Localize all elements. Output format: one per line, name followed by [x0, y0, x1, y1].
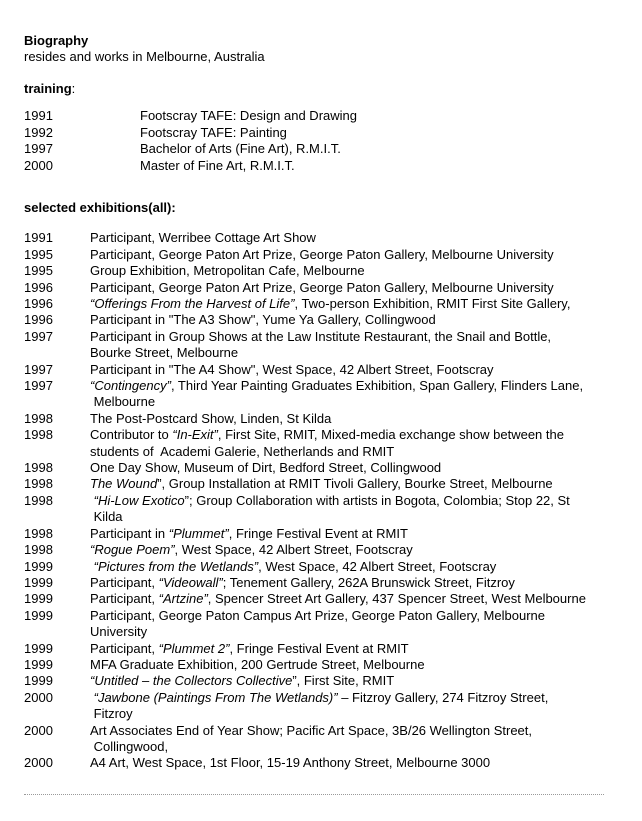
- exhibition-desc: [90, 723, 642, 756]
- exhibition-row: [24, 673, 642, 689]
- exhibition-title-italic: “Untitled – the Collectors Collective: [90, 673, 293, 689]
- exhibition-desc: [90, 280, 642, 296]
- exhibition-desc: [90, 575, 642, 591]
- exhibition-year: 1999: [24, 558, 53, 574]
- exhibitions-heading: selected exhibitions(all):: [24, 200, 176, 216]
- exhibition-year: 1996: [24, 279, 53, 295]
- exhibition-year: 2000: [24, 689, 53, 705]
- training-row: [24, 158, 642, 175]
- exhibition-text: Participant,: [90, 640, 159, 656]
- exhibition-text: Participant,: [90, 574, 159, 590]
- exhibition-row: [24, 559, 642, 575]
- exhibition-text: Participant, George Paton Campus Art Prize, George Paton Gallery, Melbourne University: [90, 607, 545, 640]
- biography-document: [24, 33, 642, 772]
- exhibition-row: [24, 526, 642, 542]
- exhibition-text: Participant in "The A3 Show", Yume Ya Gallery, Collingwood: [90, 312, 436, 328]
- training-row: [24, 141, 642, 158]
- exhibition-text: Group Exhibition, Metropolitan Cafe, Melbourne: [90, 263, 365, 279]
- exhibition-desc: [90, 690, 642, 723]
- training-list: [24, 108, 642, 174]
- training-desc: Bachelor of Arts (Fine Art), R.M.I.T.: [140, 141, 341, 157]
- exhibition-row: [24, 755, 642, 771]
- exhibition-row: [24, 476, 642, 492]
- exhibition-title-italic: “Videowall”: [158, 574, 223, 590]
- exhibition-desc: [90, 230, 642, 246]
- exhibition-year: 1998: [24, 525, 53, 541]
- exhibition-row: [24, 378, 642, 411]
- exhibition-desc: [90, 329, 642, 362]
- exhibition-desc: [90, 673, 642, 689]
- exhibition-text: , Fringe Festival Event at RMIT: [228, 525, 408, 541]
- exhibition-year: 1998: [24, 427, 53, 443]
- exhibition-row: [24, 690, 642, 723]
- exhibition-text: Contributor to: [90, 427, 173, 443]
- training-desc: Footscray TAFE: Design and Drawing: [140, 108, 357, 123]
- exhibition-text: Participant, George Paton Art Prize, George Paton Gallery, Melbourne University: [90, 246, 554, 262]
- cutoff-dots: [24, 794, 604, 795]
- exhibition-year: 1995: [24, 246, 53, 262]
- exhibition-text: Art Associates End of Year Show; Pacific Art Space, 3B/26 Wellington Street, Collingwood,: [90, 722, 533, 754]
- exhibition-text: ”, First Site, RMIT: [292, 673, 395, 689]
- exhibition-year: 1996: [24, 296, 53, 311]
- page-cutoff-line: [24, 791, 604, 797]
- exhibition-text: , Fringe Festival Event at RMIT: [229, 640, 409, 656]
- exhibition-year: 1999: [24, 656, 53, 672]
- exhibition-year: 1991: [24, 230, 53, 246]
- exhibition-row: [24, 542, 642, 558]
- exhibition-text: , Spencer Street Art Gallery, 437 Spencer Street, West Melbourne: [207, 591, 586, 607]
- training-year: 1997: [24, 141, 53, 157]
- exhibition-title-italic: “In-Exit”: [172, 427, 218, 443]
- exhibition-title-italic: “Offerings From the Harvest of Life”: [90, 296, 295, 311]
- training-heading-colon: :: [71, 81, 76, 96]
- exhibition-title-italic: The Wound: [90, 476, 158, 492]
- exhibition-desc: [90, 263, 642, 279]
- exhibition-row: [24, 591, 642, 607]
- exhibition-year: 1998: [24, 476, 53, 492]
- exhibition-title-italic: “Jawbone (Paintings From The Wetlands)”: [90, 689, 338, 705]
- exhibition-row: [24, 427, 642, 460]
- training-year: 1992: [24, 124, 53, 140]
- exhibition-row: [24, 329, 642, 362]
- exhibition-title-italic: “Pictures from the Wetlands”: [90, 558, 259, 574]
- exhibition-year: 1999: [24, 607, 53, 623]
- exhibition-desc: [90, 591, 642, 607]
- exhibition-year: 1997: [24, 361, 53, 377]
- exhibition-row: [24, 575, 642, 591]
- exhibition-row: [24, 230, 642, 246]
- exhibition-row: [24, 263, 642, 279]
- exhibition-text: A4 Art, West Space, 1st Floor, 15-19 Anthony Street, Melbourne 3000: [90, 755, 491, 771]
- exhibition-year: 1996: [24, 312, 53, 328]
- exhibition-row: [24, 657, 642, 673]
- exhibition-title-italic: “Contingency”: [90, 378, 171, 394]
- exhibition-row: [24, 312, 642, 328]
- exhibition-text: ”; Group Collaboration with artists in Bogota, Colombia; Stop 22, St Kilda: [93, 492, 570, 525]
- exhibition-desc: [90, 526, 642, 542]
- exhibition-year: 1998: [24, 542, 53, 558]
- exhibition-text: One Day Show, Museum of Dirt, Bedford Street, Collingwood: [90, 460, 442, 476]
- exhibition-desc: [90, 312, 642, 328]
- exhibition-year: 1997: [24, 378, 53, 394]
- exhibition-text: , Two-person Exhibition, RMIT First Site Gallery,: [294, 296, 571, 311]
- exhibition-year: 1997: [24, 328, 53, 344]
- exhibition-year: 1999: [24, 574, 53, 590]
- exhibition-year: 2000: [24, 722, 53, 738]
- exhibition-text: , West Space, 42 Albert Street, Footscray: [258, 558, 497, 574]
- exhibition-text: Participant in Group Shows at the Law Institute Restaurant, the Snail and Bottle, Bourke Street, Melbourne: [90, 328, 552, 361]
- exhibition-title-italic: “Plummet 2”: [158, 640, 230, 656]
- training-row: [24, 125, 642, 142]
- training-desc: Master of Fine Art, R.M.I.T.: [140, 157, 295, 173]
- exhibition-text: Participant in: [90, 525, 169, 541]
- exhibition-text: Participant in "The A4 Show", West Space, 42 Albert Street, Footscray: [90, 361, 494, 377]
- exhibition-row: [24, 460, 642, 476]
- exhibition-desc: [90, 657, 642, 673]
- exhibition-row: [24, 493, 642, 526]
- exhibition-desc: [90, 427, 642, 460]
- exhibition-text: , Third Year Painting Graduates Exhibition, Span Gallery, Flinders Lane, Melbourne: [93, 378, 584, 410]
- exhibition-row: [24, 608, 642, 641]
- exhibition-row: [24, 411, 642, 427]
- exhibition-year: 1999: [24, 591, 53, 607]
- exhibition-row: [24, 362, 642, 378]
- exhibition-year: 1999: [24, 673, 53, 689]
- exhibition-text: Participant, George Paton Art Prize, George Paton Gallery, Melbourne University: [90, 279, 554, 295]
- exhibition-row: [24, 723, 642, 756]
- exhibition-title-italic: “Rogue Poem”: [90, 542, 175, 558]
- exhibition-text: , First Site, RMIT, Mixed-media exchange show between the students of Academi Galerie, Netherlands and RMIT: [90, 427, 564, 459]
- exhibition-desc: [90, 755, 642, 771]
- exhibition-desc: [90, 493, 642, 526]
- training-heading: [24, 81, 642, 97]
- exhibition-year: 1999: [24, 640, 53, 656]
- exhibition-text: Participant,: [90, 591, 159, 607]
- exhibition-desc: [90, 378, 642, 411]
- exhibition-title-italic: “Hi-Low Exotico: [90, 492, 185, 508]
- exhibition-desc: [90, 608, 642, 641]
- exhibition-desc: [90, 559, 642, 575]
- training-row: [24, 108, 642, 125]
- exhibition-text: – Fitzroy Gallery, 274 Fitzroy Street, Fitzroy: [93, 689, 549, 722]
- exhibition-desc: [90, 641, 642, 657]
- exhibition-year: 1998: [24, 460, 53, 476]
- exhibition-title-italic: “Artzine”: [158, 591, 208, 607]
- exhibition-row: [24, 280, 642, 296]
- exhibition-desc: [90, 296, 642, 312]
- exhibitions-list: [24, 230, 642, 771]
- training-year: 1991: [24, 108, 53, 123]
- exhibition-text: The Post-Postcard Show, Linden, St Kilda: [90, 410, 332, 426]
- exhibition-desc: [90, 247, 642, 263]
- exhibition-desc: [90, 542, 642, 558]
- biography-subtitle: resides and works in Melbourne, Australia: [24, 49, 265, 64]
- exhibition-desc: [90, 476, 642, 492]
- exhibition-desc: [90, 460, 642, 476]
- exhibition-desc: [90, 362, 642, 378]
- exhibition-text: ”, Group Installation at RMIT Tivoli Gallery, Bourke Street, Melbourne: [157, 476, 553, 492]
- training-heading-text: training: [24, 81, 72, 96]
- exhibition-text: , West Space, 42 Albert Street, Footscray: [174, 542, 413, 558]
- biography-heading: Biography: [24, 33, 89, 48]
- exhibition-row: [24, 296, 642, 312]
- exhibition-text: Participant, Werribee Cottage Art Show: [90, 230, 316, 246]
- exhibition-year: 1998: [24, 492, 53, 508]
- exhibition-year: 2000: [24, 755, 53, 771]
- exhibition-text: ; Tenement Gallery, 262A Brunswick Street, Fitzroy: [222, 574, 515, 590]
- exhibition-text: MFA Graduate Exhibition, 200 Gertrude Street, Melbourne: [90, 656, 425, 672]
- training-year: 2000: [24, 157, 53, 173]
- exhibition-row: [24, 247, 642, 263]
- training-desc: Footscray TAFE: Painting: [140, 124, 287, 140]
- exhibition-row: [24, 641, 642, 657]
- exhibition-title-italic: “Plummet”: [168, 525, 229, 541]
- exhibition-desc: [90, 411, 642, 427]
- exhibition-year: 1995: [24, 263, 53, 279]
- exhibition-year: 1998: [24, 410, 53, 426]
